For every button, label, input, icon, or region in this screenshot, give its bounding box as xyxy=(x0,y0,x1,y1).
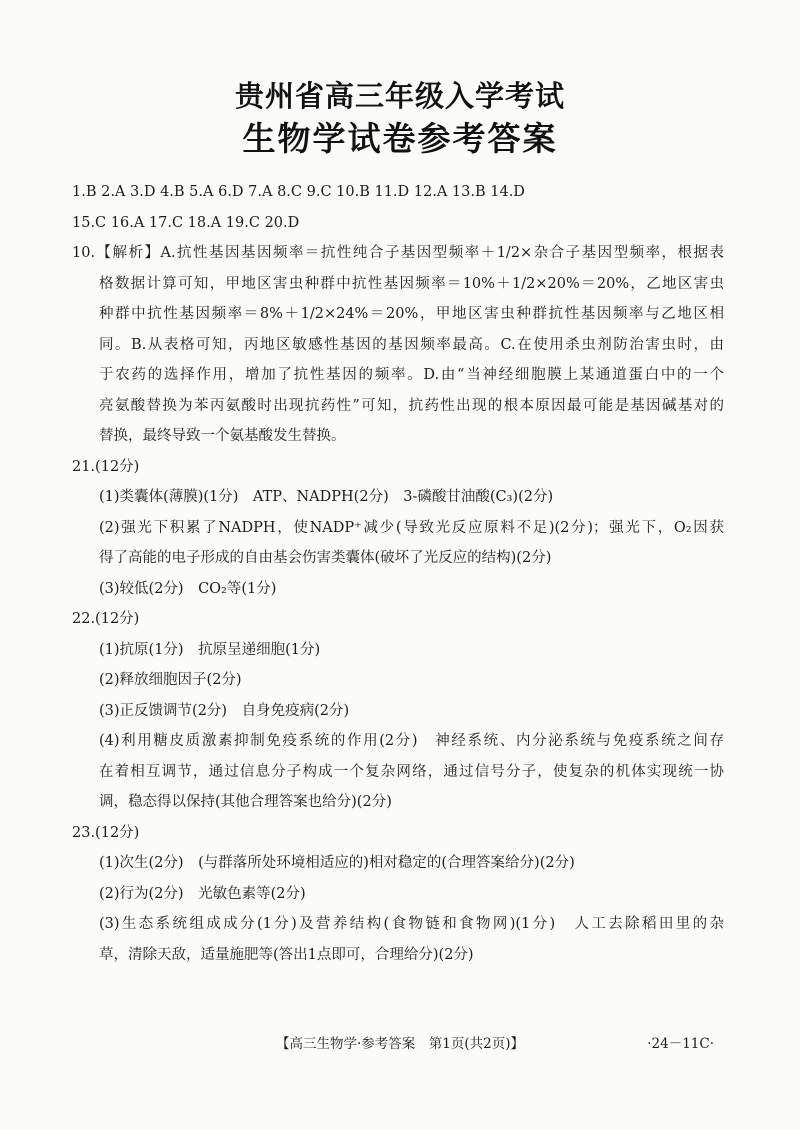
q10-line: 格数据计算可知，甲地区害虫种群中抗性基因频率＝10%＋1/2×20%＝20%，乙地区害虫 xyxy=(99,275,724,292)
q10-line: 亮氨酸替换为苯丙氨酸时出现抗药性”可知，抗药性出现的根本原因最可能是基因碱基对的 xyxy=(99,397,724,414)
q23-line: (2)行为(2分) 光敏色素等(2分) xyxy=(99,885,306,902)
q10-line: 同。B.从表格可知，丙地区敏感性基因的基因频率最高。C.在使用杀虫剂防治害虫时，由 xyxy=(99,336,724,353)
question-21 xyxy=(72,452,724,605)
q23-heading: 23.(12分) xyxy=(72,824,140,841)
q10-line: 种群中抗性基因频率＝8%＋1/2×24%＝20%，甲地区害虫种群抗性基因频率与乙地区相 xyxy=(99,306,724,322)
q22-line: 调，稳态得以保持(其他合理答案也给分)(2分) xyxy=(99,794,392,810)
q10-line: 10.【解析】A.抗性基因基因频率＝抗性纯合子基因型频率＋1/2×杂合子基因型频率，根据表 xyxy=(72,245,724,261)
q23-line: (3)生态系统组成成分(1分)及营养结构(食物链和食物网)(1分) 人工去除稻田里的杂 xyxy=(99,916,724,932)
answers-line-2: 15.C 16.A 17.C 18.A 19.C 20.D xyxy=(72,214,300,231)
q22-line: (3)正反馈调节(2分) 自身免疫病(2分) xyxy=(99,702,350,719)
footer-page-info: 【高三生物学·参考答案 第1页(共2页)】 xyxy=(275,1036,524,1052)
question-23 xyxy=(72,818,724,971)
q21-line: (1)类囊体(薄膜)(1分) ATP、NADPH(2分) 3-磷酸甘油酸(C₃)(2分) xyxy=(99,489,554,505)
exam-title: 贵州省高三年级入学考试 xyxy=(234,79,565,113)
question-10-explanation xyxy=(72,238,724,452)
question-22 xyxy=(72,604,724,818)
q10-line: 替换，最终导致一个氨基酸发生替换。 xyxy=(99,428,346,444)
q22-heading: 22.(12分) xyxy=(72,611,140,627)
answers-line-1: 1.B 2.A 3.D 4.B 5.A 6.D 7.A 8.C 9.C 10.B 11.D 12.A 13.B 14.D xyxy=(72,184,525,200)
q22-line: (2)释放细胞因子(2分) xyxy=(99,672,242,688)
q21-heading: 21.(12分) xyxy=(72,458,140,475)
answer-key-title: 生物学试卷参考答案 xyxy=(242,119,558,158)
q22-line: 在着相互调节，通过信息分子构成一个复杂网络，通过信号分子，使复杂的机体实现统一协 xyxy=(99,763,724,780)
answer-content xyxy=(72,177,724,970)
q21-line: (2)强光下积累了NADPH，使NADP⁺减少(导致光反应原料不足)(2分)；强光下，O₂因获 xyxy=(99,519,724,536)
q23-line: (1)次生(2分) (与群落所处环境相适应的)相对稳定的(合理答案给分)(2分) xyxy=(99,855,575,871)
q10-line: 于农药的选择作用，增加了抗性基因的频率。D.由“当神经细胞膜上某通道蛋白中的一个 xyxy=(99,367,724,383)
q21-line: 得了高能的电子形成的自由基会伤害类囊体(破坏了光反应的结构)(2分) xyxy=(99,550,552,566)
footer-code: ·24－11C· xyxy=(647,1036,714,1052)
q21-line: (3)较低(2分) CO₂等(1分) xyxy=(99,580,277,597)
q22-line: (4)利用糖皮质激素抑制免疫系统的作用(2分) 神经系统、内分泌系统与免疫系统之间存 xyxy=(99,733,724,749)
q22-line: (1)抗原(1分) 抗原呈递细胞(1分) xyxy=(99,641,321,658)
q23-line: 草，清除天敌，适量施肥等(答出1点即可，合理给分)(2分) xyxy=(99,946,474,963)
